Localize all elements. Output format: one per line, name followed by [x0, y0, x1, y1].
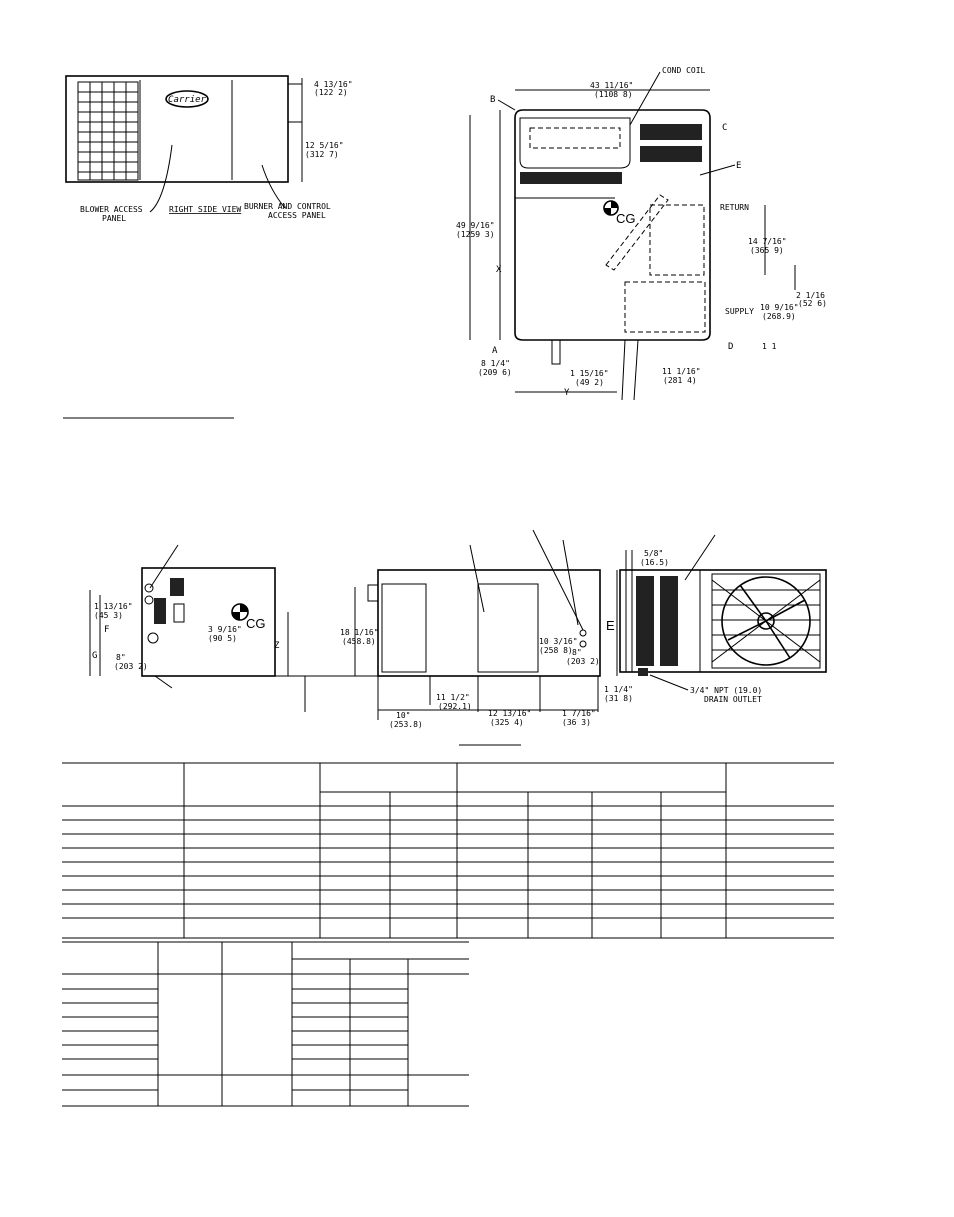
dim-width-mm: (1108 8) [594, 90, 633, 99]
dim-pipe: 1 15/16" [570, 369, 609, 378]
label-burner: BURNER AND CONTROL [244, 202, 331, 211]
dim-front-e-mm: (203 2) [566, 657, 600, 666]
dim-right-mm: (281 4) [663, 376, 697, 385]
dim-back-mm: (16.5) [640, 558, 669, 567]
dim-top-mm: (122 2) [314, 88, 348, 97]
dim-front-d: 10 3/16" [539, 637, 578, 646]
label-X: X [496, 265, 502, 275]
label-F: F [104, 625, 110, 635]
dim-return: 14 7/16" [748, 237, 787, 246]
left-side-view [90, 545, 378, 712]
dim-front-1-mm: (292.1) [438, 702, 472, 711]
label-cond-coil: COND COIL [662, 66, 706, 75]
label-A: A [492, 346, 498, 356]
label-E: E [736, 161, 742, 171]
dim-right: 11 1/16" [662, 367, 701, 376]
dim-front-1: 11 1/2" [436, 693, 470, 702]
dim-return-mm: (365 9) [750, 246, 784, 255]
dim-left-a: 1 13/16" [94, 602, 133, 611]
carrier-logo-text: Carrier [168, 95, 206, 105]
dim-front-2: 10" [396, 711, 411, 720]
dim-front-2-mm: (253.8) [389, 720, 423, 729]
dim-top: 4 13/16" [314, 80, 353, 89]
dim-back: 5/8" [644, 549, 664, 558]
drain-outlet [638, 668, 648, 676]
label-drain-2: DRAIN OUTLET [704, 695, 762, 704]
dim-front-4: 1 7/16" [562, 709, 596, 718]
dim-left-b-mm: (203 2) [114, 662, 148, 671]
dim-left-c: 3 9/16" [208, 625, 242, 634]
label-C: C [722, 123, 728, 133]
dim-left-mm: (209 6) [478, 368, 512, 377]
dim-supply-mm: (268.9) [762, 312, 796, 321]
dim-gap: 2 1/16 [796, 291, 825, 300]
label-Y: Y [564, 388, 570, 398]
dim-front-h: 18 1/16" [340, 628, 379, 637]
dim-left-b: 8" [116, 653, 126, 662]
dim-width: 43 11/16" [590, 81, 634, 90]
label-G: G [92, 651, 98, 661]
label-Z: Z [274, 641, 280, 651]
dim-front-d-mm: (258 8) [539, 646, 573, 655]
dim-mid: 12 5/16" [305, 141, 344, 150]
dim-gap-mm: (52 6) [798, 299, 827, 308]
cg-label: CG [616, 211, 636, 226]
label-B: B [490, 95, 496, 105]
dim-mid-mm: (312 7) [305, 150, 339, 159]
dim-left-a-mm: (45 3) [94, 611, 123, 620]
label-supply: SUPPLY [725, 307, 754, 316]
right-side-view [66, 76, 353, 223]
label-blower-2: PANEL [102, 214, 127, 223]
dim-height-mm: (1259 3) [456, 230, 495, 239]
dim-front-h-mm: (458.8) [342, 637, 376, 646]
label-D: D [728, 342, 734, 352]
left-cg-label: CG [246, 616, 266, 631]
grille-pattern [78, 82, 138, 180]
dim-height: 49 9/16" [456, 221, 495, 230]
label-blower: BLOWER ACCESS [80, 205, 143, 214]
back-view [620, 535, 826, 704]
label-1-1: 1 1 [762, 342, 777, 351]
dim-pipe-mm: (49 2) [575, 378, 604, 387]
top-view [456, 66, 827, 400]
table-2-grid [62, 942, 469, 1106]
label-drain: 3/4" NPT (19.0) [690, 686, 763, 695]
dim-front-5: 1 1/4" [604, 685, 633, 694]
dim-front-e: 8" [572, 648, 582, 657]
view-caption: RIGHT SIDE VIEW [169, 205, 242, 214]
dim-front-3: 12 13/16" [488, 709, 532, 718]
dim-supply: 10 9/16" [760, 303, 799, 312]
label-front-E: E [606, 618, 615, 633]
front-view [340, 530, 633, 729]
dim-front-4-mm: (36 3) [562, 718, 591, 727]
table-1-grid [62, 763, 834, 938]
dim-front-5-mm: (31 8) [604, 694, 633, 703]
dim-left: 8 1/4" [481, 359, 510, 368]
dim-front-3-mm: (325 4) [490, 718, 524, 727]
dim-left-c-mm: (90 5) [208, 634, 237, 643]
label-burner-2: ACCESS PANEL [268, 211, 326, 220]
label-return: RETURN [720, 203, 749, 212]
